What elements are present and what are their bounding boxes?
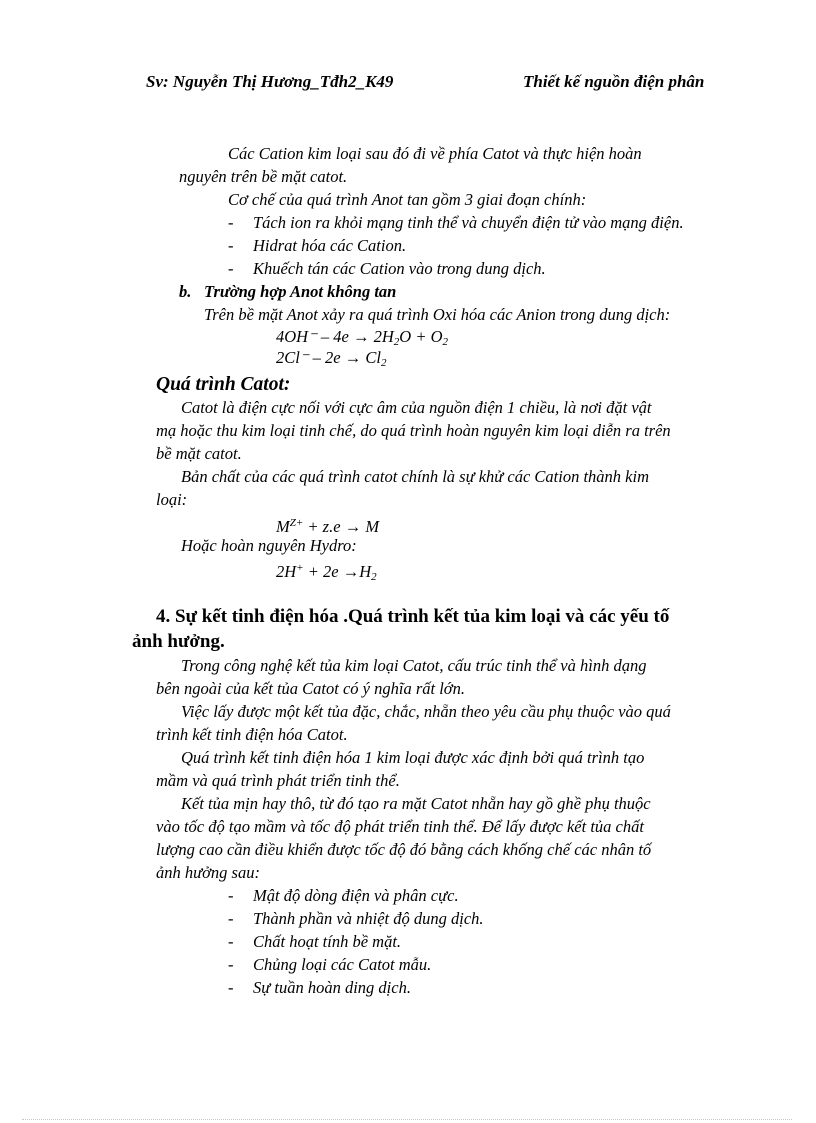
arrow-icon: → [344,517,362,536]
list-item: Tách ion ra khỏi mạng tinh thể và chuyển điện tử vào mạng điện. [253,213,684,232]
equation-hydrogen: $2H^+ + 2e \to H_2$ [276,562,377,583]
list-item: Hidrat hóa các Cation. [253,236,407,255]
arrow-icon: → [344,348,362,367]
equation-hydroxide: $4OH^- - 4e \to 2H_2O + O_2$ [276,327,449,348]
paragraph-line: mạ hoặc thu kim loại tinh chế, do quá trình hoàn nguyên kim loại diễn ra trên [156,421,671,440]
list-item: Sự tuần hoàn ding dịch. [253,978,411,997]
paragraph-line: Kết tủa mịn hay thô, từ đó tạo ra mặt Catot nhẵn hay gồ ghề phụ thuộc [181,794,651,813]
list-bullet: - [228,259,234,278]
paragraph-line: Trong công nghệ kết tủa kim loại Catot, cấu trúc tinh thể và hình dạng [181,656,647,675]
list-bullet: - [228,978,234,997]
section-heading: Quá trình Catot: [156,374,291,395]
list-item: Khuếch tán các Cation vào trong dung dịch. [253,259,546,278]
list-item: Thành phần và nhiệt độ dung dịch. [253,909,484,928]
list-bullet: - [228,955,234,974]
paragraph-line: Quá trình kết tinh điện hóa 1 kim loại được xác định bởi quá trình tạo [181,748,645,767]
section-4-heading: 4. Sự kết tinh điện hóa .Quá trình kết tủa kim loại và các yếu tố [156,606,670,627]
paragraph-line: nguyên trên bề mặt catot. [179,167,348,186]
paragraph-line: bên ngoài của kết tủa Catot có ý nghĩa rất lớn. [156,679,465,698]
paragraph-line: Catot là điện cực nối với cực âm của nguồn điện 1 chiều, là nơi đặt vật [181,398,652,417]
paragraph-line: trình kết tinh điện hóa Catot. [156,725,348,744]
paragraph-line: Cơ chế của quá trình Anot tan gồm 3 giai đoạn chính: [228,190,587,209]
paragraph-line: Bản chất của các quá trình catot chính là sự khử các Cation thành kim [181,467,650,486]
equation-metal: $M^{Z+} + z.e \to M$ [276,517,380,536]
header-title: Thiết kế nguồn điện phân [523,72,705,91]
equation-chloride: $2Cl^- - 2e \to Cl_2$ [276,348,387,369]
list-bullet: - [228,236,234,255]
list-bullet: - [228,932,234,951]
list-bullet: - [228,886,234,905]
section-marker: b. [179,282,192,301]
paragraph-line: loại: [156,490,188,509]
paragraph-line: Việc lấy được một kết tủa đặc, chắc, nhẵn theo yêu cầu phụ thuộc vào quá [181,702,671,721]
paragraph-line: mầm và quá trình phát triển tinh thể. [156,771,400,790]
paragraph-line: vào tốc độ tạo mầm và tốc độ phát triển tinh thể. Để lấy được kết tủa chất [156,817,644,836]
paragraph-line: bề mặt catot. [156,444,242,463]
arrow-icon: → [342,562,360,581]
section-heading: Trường hợp Anot không tan [204,282,397,301]
paragraph-line: Các Cation kim loại sau đó đi về phía Catot và thực hiện hoàn [228,144,642,163]
paragraph-line: lượng cao cần điều khiển được tốc độ đó bằng cách khống chế các nhân tố [156,840,652,859]
section-4-heading-cont: ảnh hưởng. [132,631,225,652]
list-bullet: - [228,909,234,928]
list-bullet: - [228,213,234,232]
paragraph-line: ảnh hưởng sau: [156,863,260,882]
paragraph-line: Trên bề mặt Anot xảy ra quá trình Oxi hóa các Anion trong dung dịch: [204,305,671,324]
list-item: Chủng loại các Catot mẫu. [253,955,432,974]
arrow-icon: → [353,327,370,346]
list-item: Mật độ dòng điện và phân cực. [253,886,459,905]
paragraph-line: Hoặc hoàn nguyên Hydro: [181,536,357,555]
page-bottom-divider [22,1119,792,1120]
header-author: Sv: Nguyễn Thị Hương_Tđh2_K49 [146,72,394,91]
list-item: Chất hoạt tính bề mặt. [253,932,402,951]
